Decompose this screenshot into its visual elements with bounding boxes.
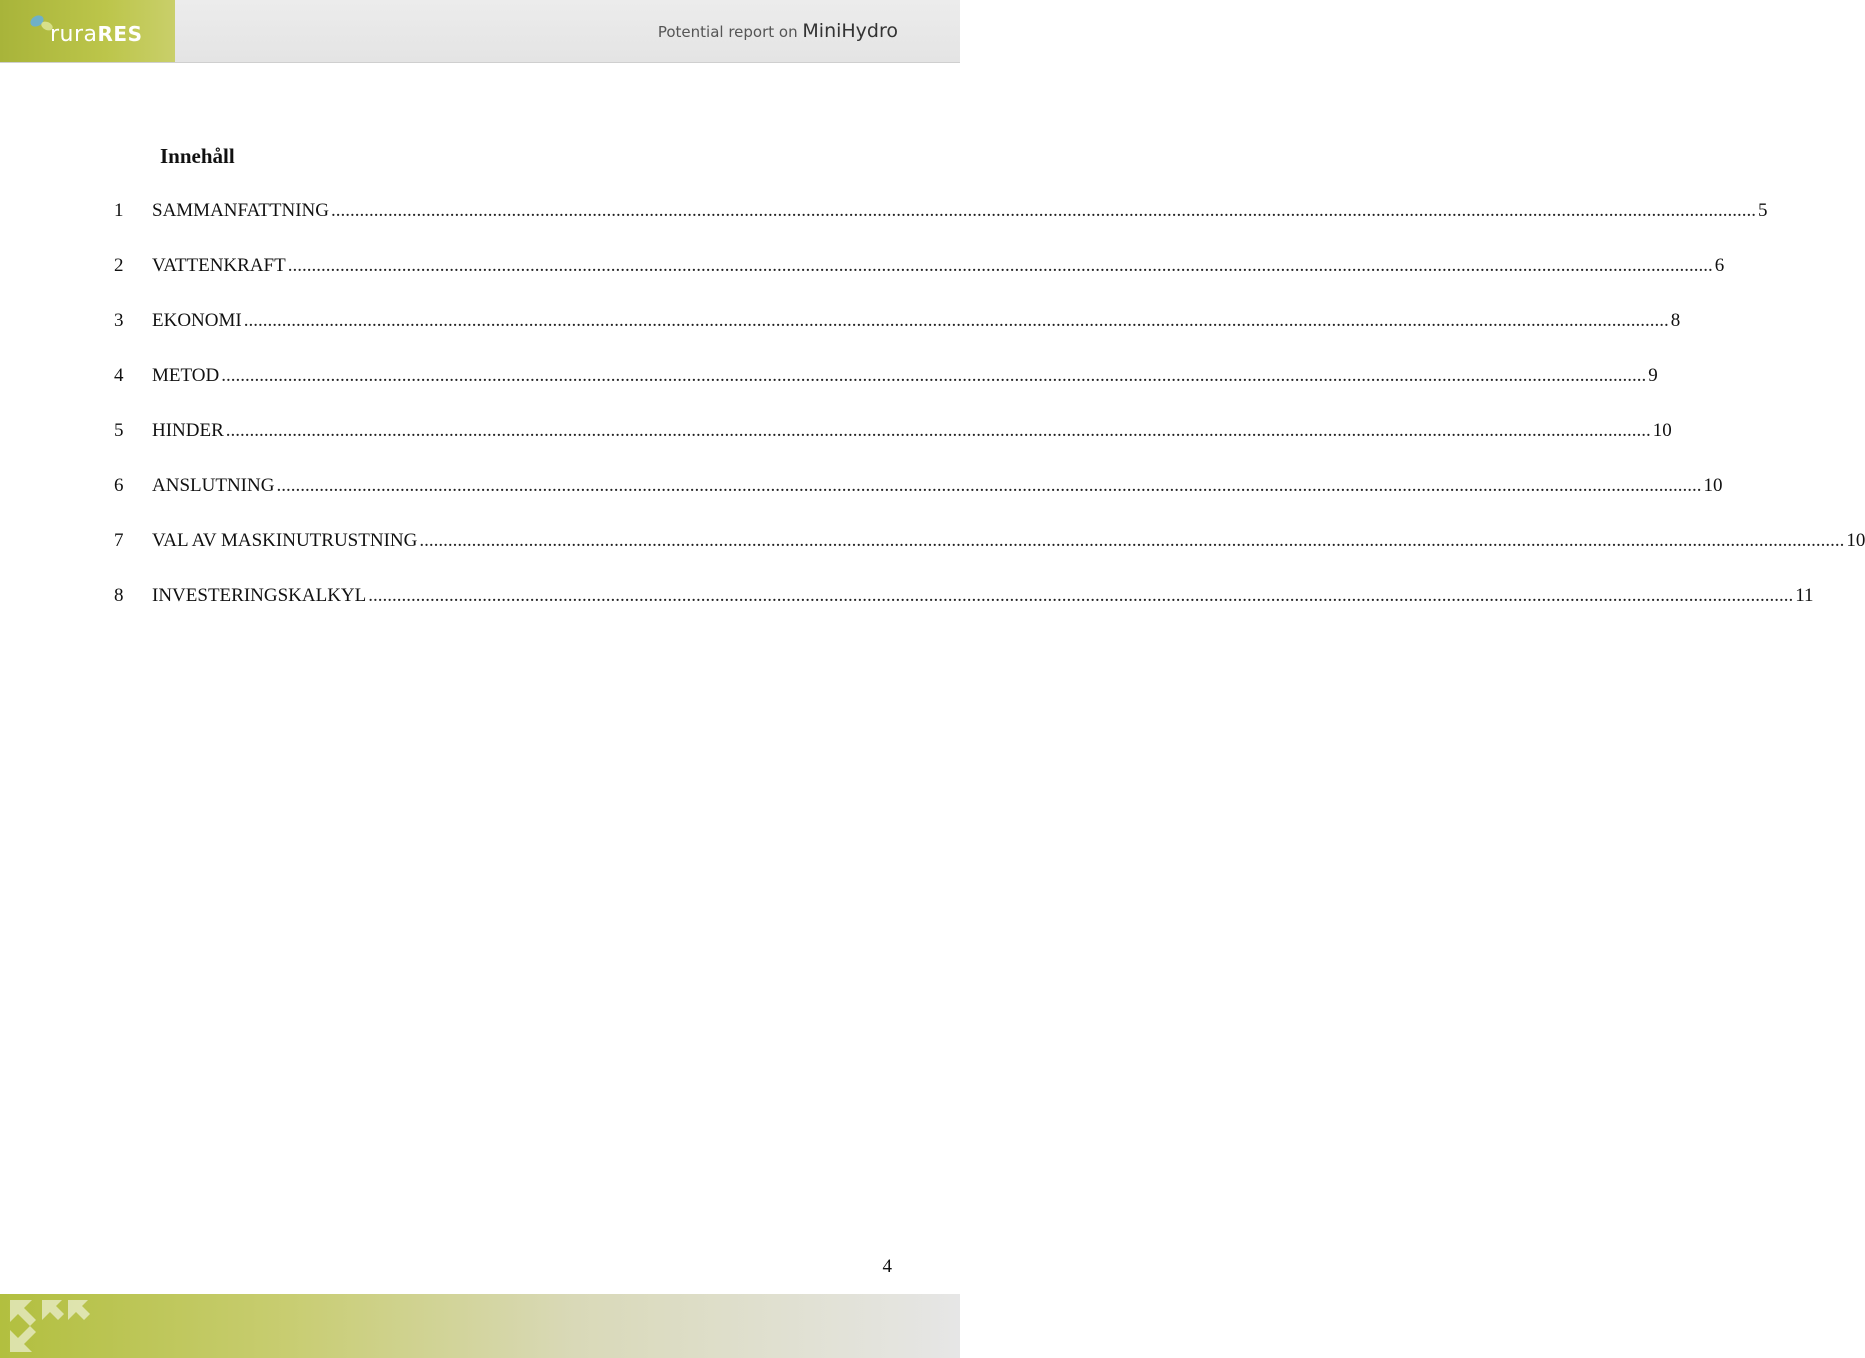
table-of-contents bbox=[114, 200, 1865, 640]
toc-entry-title: METOD bbox=[152, 365, 220, 386]
toc-entry-page: 8 bbox=[1670, 310, 1681, 331]
toc-entry[interactable] bbox=[114, 310, 1681, 365]
arrows-decoration-icon bbox=[6, 1296, 96, 1356]
toc-entry-page: 10 bbox=[1703, 475, 1723, 496]
toc-entry-number: 8 bbox=[114, 585, 124, 606]
toc-entry-title: EKONOMI bbox=[152, 310, 242, 331]
toc-entry-page: 9 bbox=[1648, 365, 1658, 386]
toc-entry-number: 4 bbox=[114, 365, 124, 386]
toc-entry-number: 5 bbox=[114, 420, 124, 441]
toc-entry[interactable] bbox=[114, 255, 1725, 310]
toc-entry-number: 2 bbox=[114, 255, 124, 276]
toc-dot-leader: ............................................................................................................................................................................................................................................................................................................ bbox=[243, 310, 1669, 331]
toc-entry-title: HINDER bbox=[152, 420, 224, 441]
toc-entry-title: ANSLUTNING bbox=[152, 475, 275, 496]
toc-dot-leader: ............................................................................................................................................................................................................................................................................................................ bbox=[287, 255, 1713, 276]
page-header bbox=[0, 0, 960, 63]
toc-entry-title: SAMMANFATTNING bbox=[152, 200, 329, 221]
page-number: 4 bbox=[882, 1256, 892, 1277]
toc-entry[interactable] bbox=[114, 585, 1814, 640]
toc-entry-page: 5 bbox=[1758, 200, 1768, 221]
toc-dot-leader: ............................................................................................................................................................................................................................................................................................................ bbox=[368, 585, 1794, 606]
report-title bbox=[658, 20, 898, 42]
logo-text: ruraRES bbox=[50, 22, 143, 47]
toc-entry-title: VATTENKRAFT bbox=[152, 255, 286, 276]
toc-entry-page: 6 bbox=[1714, 255, 1725, 276]
toc-entry[interactable] bbox=[114, 475, 1723, 530]
ruralres-logo bbox=[0, 0, 175, 62]
report-brand: MiniHydro bbox=[802, 20, 898, 42]
toc-entry-number: 3 bbox=[114, 310, 124, 331]
toc-entry[interactable] bbox=[114, 365, 1658, 420]
toc-entry-page: 11 bbox=[1795, 585, 1814, 606]
toc-entry-page: 10 bbox=[1846, 530, 1865, 551]
toc-heading: Innehåll bbox=[160, 144, 235, 168]
toc-dot-leader: ............................................................................................................................................................................................................................................................................................................ bbox=[419, 530, 1845, 551]
toc-dot-leader: ............................................................................................................................................................................................................................................................................................................ bbox=[221, 365, 1647, 386]
toc-entry-number: 6 bbox=[114, 475, 124, 496]
toc-entry[interactable] bbox=[114, 420, 1672, 475]
toc-entry[interactable] bbox=[114, 530, 1865, 585]
page-footer bbox=[0, 1294, 960, 1358]
toc-entry-number: 7 bbox=[114, 530, 124, 551]
toc-dot-leader: ............................................................................................................................................................................................................................................................................................................ bbox=[225, 420, 1651, 441]
toc-dot-leader: ............................................................................................................................................................................................................................................................................................................ bbox=[276, 475, 1702, 496]
toc-entry-number: 1 bbox=[114, 200, 124, 221]
toc-entry-title: VAL AV MASKINUTRUSTNING bbox=[152, 530, 418, 551]
toc-dot-leader: ............................................................................................................................................................................................................................................................................................................ bbox=[331, 200, 1756, 221]
report-label: Potential report on bbox=[657, 23, 798, 41]
toc-entry[interactable] bbox=[114, 200, 1768, 255]
toc-entry-title: INVESTERINGSKALKYL bbox=[152, 585, 367, 606]
toc-entry-page: 10 bbox=[1652, 420, 1672, 441]
